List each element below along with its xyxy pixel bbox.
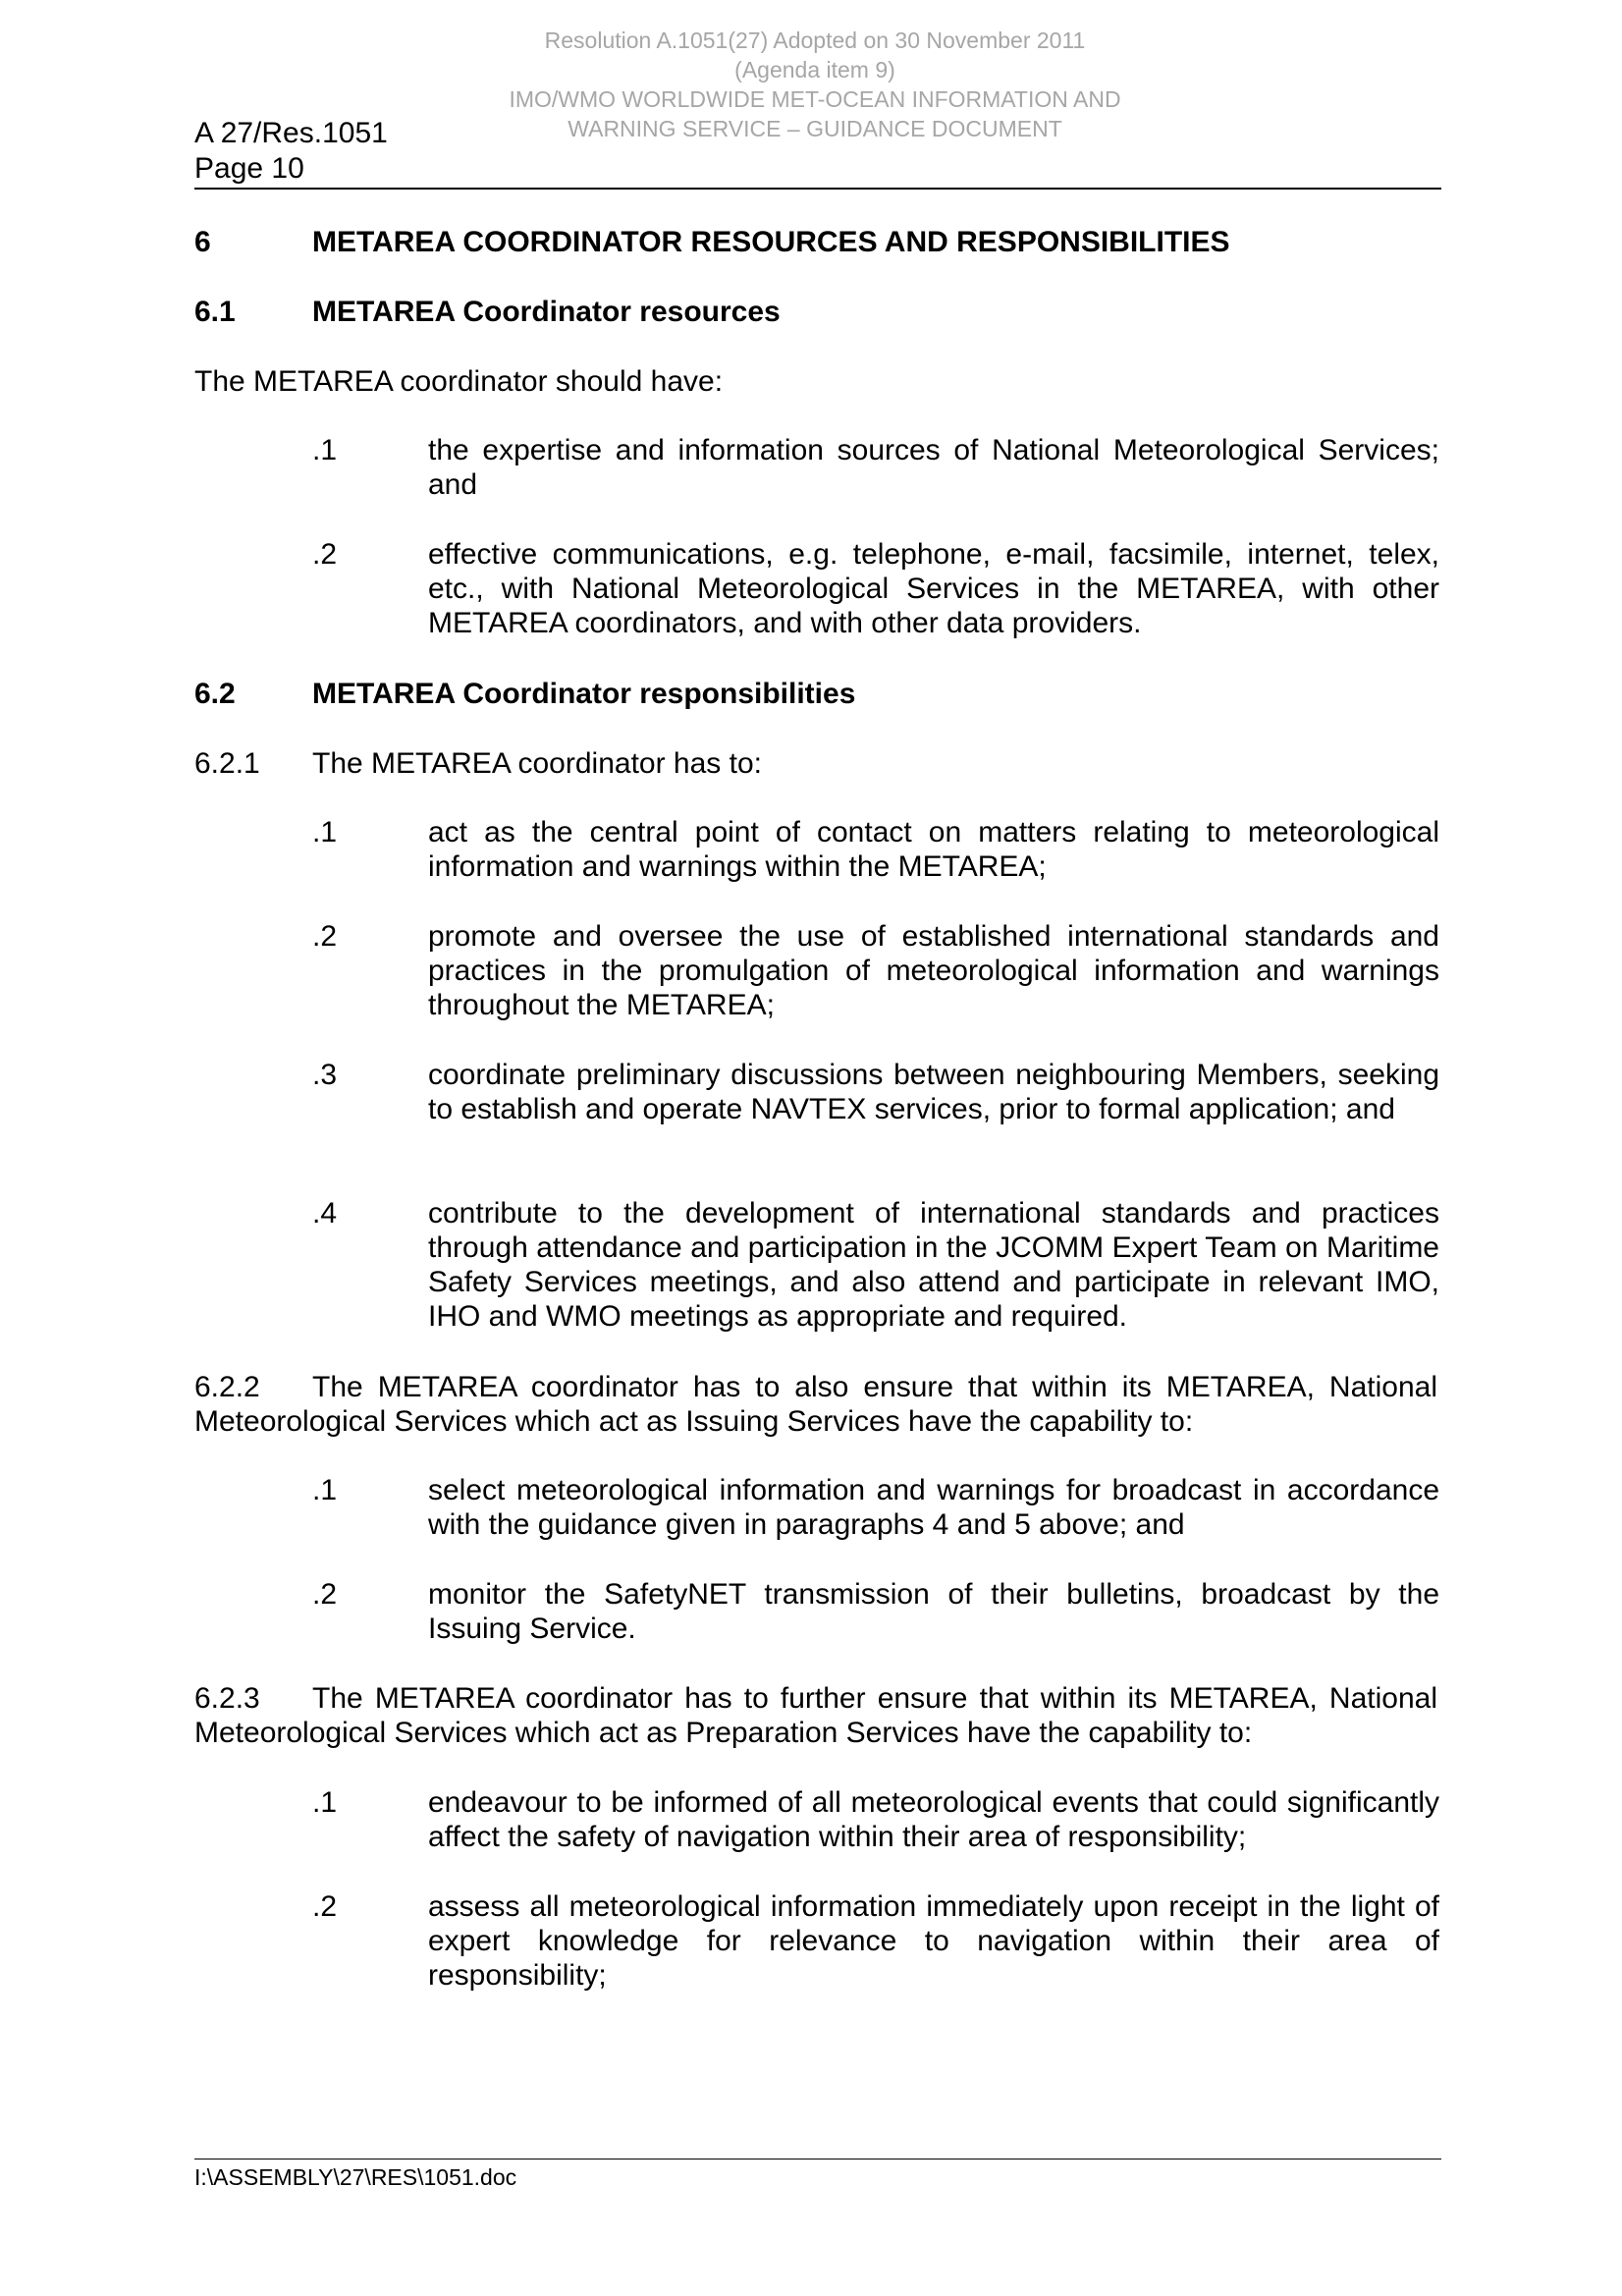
list-item-number: .2	[312, 1578, 338, 1611]
list-item-number: .4	[312, 1197, 338, 1230]
section-6-1-intro: The METAREA coordinator should have:	[194, 365, 724, 398]
list-item-text: endeavour to be informed of all meteorological events that could significantly affect the safety of navigation within their area of responsibility;	[428, 1786, 1439, 1853]
list-item-number: .1	[312, 1786, 338, 1819]
section-6-title: METAREA COORDINATOR RESOURCES AND RESPONSIBILITIES	[312, 226, 1230, 258]
section-6-2-number: 6.2	[194, 678, 236, 710]
watermark-line: WARNING SERVICE – GUIDANCE DOCUMENT	[568, 116, 1062, 141]
section-6-1-title: METAREA Coordinator resources	[312, 296, 781, 328]
header-reference	[194, 116, 388, 187]
paragraph-number: 6.2.3	[194, 1682, 260, 1715]
section-6-number: 6	[194, 226, 211, 258]
list-item-text: select meteorological information and warnings for broadcast in accordance with the guidance given in paragraphs 4 and 5 above; and	[428, 1474, 1439, 1541]
list-item-text: coordinate preliminary discussions between neighbouring Members, seeking to establish and operate NAVTEX services, prior to formal application; and	[428, 1059, 1439, 1125]
paragraph-text: The METAREA coordinator has to further ensure that within its METAREA, National Meteorological Services which act as Preparation Services have the capability to:	[194, 1682, 1437, 1749]
watermark-line: Resolution A.1051(27) Adopted on 30 November 2011	[544, 27, 1086, 53]
list-item-text: the expertise and information sources of National Meteorological Services; and	[428, 434, 1439, 501]
list-item-number: .2	[312, 1890, 338, 1923]
watermark-line: (Agenda item 9)	[734, 57, 895, 82]
list-item-text: promote and oversee the use of established international standards and practices in the promulgation of meteorological information and warnings throughout the METAREA;	[428, 920, 1439, 1021]
footer-path: I:\ASSEMBLY\27\RES\1051.doc	[194, 2164, 517, 2190]
list-item-number: .1	[312, 1474, 338, 1506]
paragraph-text: The METAREA coordinator has to also ensure that within its METAREA, National Meteorological Services which act as Issuing Services have the capability to:	[194, 1371, 1437, 1438]
list-item-number: .3	[312, 1059, 338, 1091]
section-6-1-number: 6.1	[194, 296, 236, 328]
list-item-number: .2	[312, 920, 338, 953]
doc-ref: A 27/Res.1051	[194, 117, 388, 149]
header-watermark	[471, 26, 1159, 143]
paragraph-6-2-2	[194, 1370, 1437, 1439]
page-number: Page 10	[194, 152, 304, 185]
paragraph-6-2-1-number: 6.2.1	[194, 747, 260, 780]
list-item-number: .1	[312, 434, 338, 466]
list-item-text: monitor the SafetyNET transmission of their bulletins, broadcast by the Issuing Service.	[428, 1578, 1439, 1645]
paragraph-6-2-3	[194, 1681, 1437, 1750]
paragraph-number: 6.2.2	[194, 1371, 260, 1403]
list-item-text: effective communications, e.g. telephone, e-mail, facsimile, internet, telex, etc., with National Meteorological Services in the METAREA, with other METAREA coordinators, and with other data providers.	[428, 538, 1439, 639]
list-item-text: contribute to the development of international standards and practices through attendance and participation in the JCOMM Expert Team on Maritime Safety Services meetings, and also attend and participate in relevant IMO, IHO and WMO meetings as appropriate and required.	[428, 1197, 1439, 1333]
list-item-text: assess all meteorological information immediately upon receipt in the light of expert knowledge for relevance to navigation within their area of responsibility;	[428, 1890, 1439, 1992]
section-6-2-title: METAREA Coordinator responsibilities	[312, 678, 856, 710]
watermark-line: IMO/WMO WORLDWIDE MET-OCEAN INFORMATION AND	[509, 86, 1121, 112]
list-item-number: .2	[312, 538, 338, 571]
header-rule	[194, 188, 1441, 190]
list-item-text: act as the central point of contact on matters relating to meteorological information and warnings within the METAREA;	[428, 816, 1439, 883]
list-item-number: .1	[312, 816, 338, 848]
paragraph-6-2-1-text: The METAREA coordinator has to:	[312, 747, 762, 780]
